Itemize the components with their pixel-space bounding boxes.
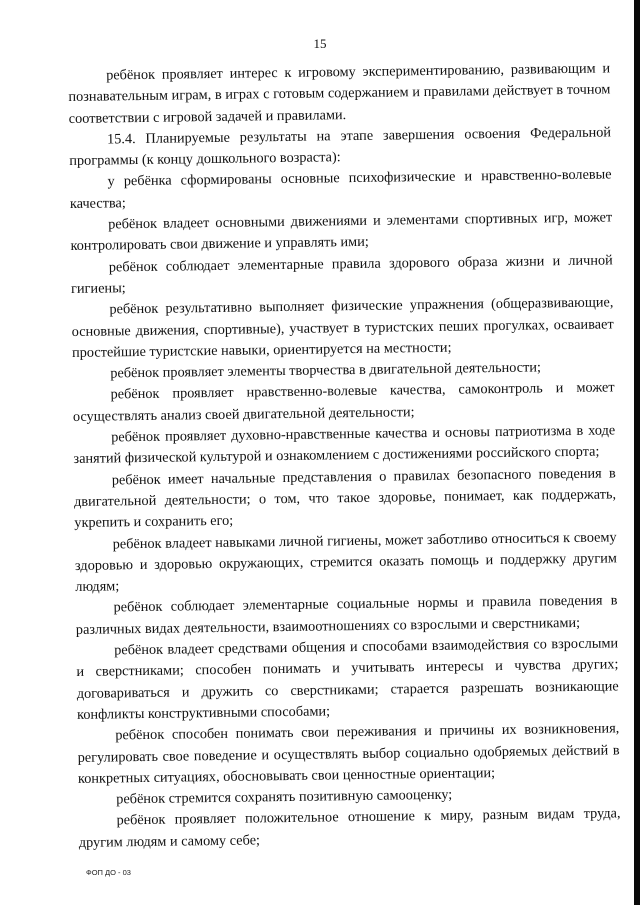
page-body	[68, 58, 621, 853]
paragraph: ребёнок проявляет элементы творчества в двигательной деятельности;	[110, 359, 542, 382]
paragraph: 15.4. Планируемые результаты на этапе завершения освоения Федеральной программы (к концу дошкольного возраста):	[69, 124, 612, 170]
paragraph: ребёнок владеет средствами общения и способами взаимодействия со взрослыми и сверстниками; способен понимать и учитывать интересы и чувства других; договариваться и дружить со сверстниками; старается разрешать возникающие конфликты конструктивными способами;	[76, 635, 619, 723]
paragraph: ребёнок владеет основными движениями и элементами спортивных игр, может контролировать свои движение и управлять ими;	[70, 209, 613, 255]
paragraph: ребёнок проявляет нравственно-волевые качества, самоконтроль и может осуществлять анализ своей двигательной деятельности;	[72, 379, 615, 425]
paragraph: ребёнок имеет начальные представления о правилах безопасного поведения в двигательной деятельности; о том, что такое здоровье, понимает, как поддержать, укрепить и сохранить его;	[73, 465, 617, 532]
paragraph: ребёнок результативно выполняет физические упражнения (общеразвивающие, основные движения, спортивные), участвует в туристских пеших прогулках, осваивает простейшие туристские навыки, ориентируется на местности;	[71, 294, 614, 361]
paragraph: ребёнок владеет навыками личной гигиены, может заботливо относиться к своему здоровью и здоровью окружающих, стремится оказать помощь и поддержку другим людям;	[74, 528, 618, 596]
paragraph: ребёнок проявляет духовно-нравственные качества и основы патриотизма в ходе занятий физической культурой и ознакомлением с достижениями российского спорта;	[73, 422, 616, 468]
paragraph: ребёнок соблюдает элементарные социальные нормы и правила поведения в различных видах деятельности, взаимоотношениях со взрослыми и сверстниками;	[75, 592, 618, 638]
paragraph: ребёнок способен понимать свои переживания и причины их возникновения, регулировать свое поведение и осуществлять выбор социально одобряемых действий в конкретных ситуациях, обосновывать свои ценностные ориентации;	[77, 720, 620, 787]
paragraph: ребёнок проявляет положительное отношение к миру, разным видам труда, другим людям и самому себе;	[78, 805, 621, 851]
paragraph: у ребёнка сформированы основные психофизические и нравственно-волевые качества;	[69, 166, 612, 212]
document-code-footer: ФОП ДО - 03	[86, 868, 131, 877]
paragraph: ребёнок стремится сохранять позитивную самооценку;	[116, 786, 453, 808]
paragraph: ребёнок проявляет интерес к игровому экспериментированию, развивающим и познавательным играм, в играх с готовым содержанием и правилами действует в точном соответствии с игровой задачей и правилами.	[68, 60, 611, 127]
page-number: 15	[313, 36, 327, 51]
paragraph: ребёнок соблюдает элементарные правила здорового образа жизни и личной гигиены;	[71, 252, 613, 297]
